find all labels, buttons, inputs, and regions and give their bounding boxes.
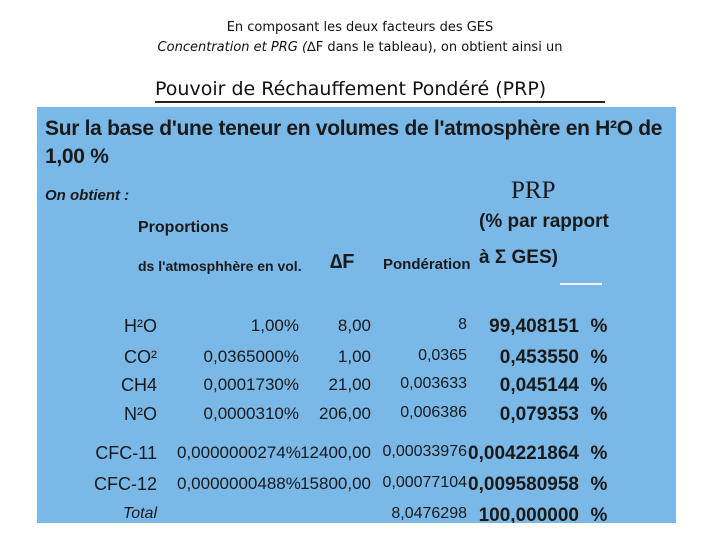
header-proportions: Proportions xyxy=(138,219,229,236)
ponderation-value: 0,0365 xyxy=(418,347,467,364)
header-proportions-sub: ds l'atmosphhère en vol. xyxy=(138,258,302,274)
prp-value: 0,004221864 xyxy=(468,443,579,464)
strike-line xyxy=(560,283,602,285)
header-delta-f: ∆F xyxy=(330,251,355,273)
delta-f-value: 21,00 xyxy=(328,375,371,394)
ponderation-value: 0,00077104 xyxy=(382,474,467,491)
proportion-value: 1,00% xyxy=(250,316,299,335)
prp-table-panel xyxy=(37,107,676,523)
percent-sign: % xyxy=(590,474,608,495)
header-prp: PRP xyxy=(511,177,556,204)
proportion-value: 0,0000310% xyxy=(203,404,299,423)
ponderation-value: 0,006386 xyxy=(400,404,467,421)
ponderation-value: 0,003633 xyxy=(400,375,467,392)
table-row xyxy=(37,474,676,502)
proportion-value: 0,0001730% xyxy=(203,375,299,394)
percent-sign: % xyxy=(590,404,608,425)
intro-line-2 xyxy=(0,40,720,55)
intro-line-2-rest: ∆F dans le tableau), on obtient ainsi un xyxy=(307,40,563,55)
delta-f-value: 1,00 xyxy=(337,347,371,366)
gas-name: CFC-12 xyxy=(93,474,157,494)
table-row xyxy=(37,404,676,432)
prp-value: 100,000000 xyxy=(478,505,579,523)
basis-statement xyxy=(45,115,662,171)
prp-value: 0,045144 xyxy=(499,375,579,396)
percent-sign: % xyxy=(590,347,608,368)
percent-sign: % xyxy=(590,316,608,337)
table-row xyxy=(37,316,676,344)
table-row xyxy=(37,347,676,375)
table-row xyxy=(37,443,676,471)
header-ponderation: Pondération xyxy=(383,256,471,273)
ponderation-value: 8,0476298 xyxy=(391,505,467,522)
ponderation-value: 0,00033976 xyxy=(382,443,467,460)
delta-f-value: 15800,00 xyxy=(300,474,371,493)
delta-f-value: 8,00 xyxy=(337,316,371,335)
proportion-value: 0,0000000488% xyxy=(177,474,301,493)
ponderation-value: 8 xyxy=(458,316,467,333)
prp-value: 0,009580958 xyxy=(468,474,579,495)
header-prp-percent: (% par rapport xyxy=(479,211,609,232)
prp-value: 0,453550 xyxy=(499,347,579,368)
gas-name: CH4 xyxy=(120,375,157,395)
percent-sign: % xyxy=(590,375,608,396)
proportion-value: 0,0365000% xyxy=(203,347,299,366)
table-row-total xyxy=(37,505,676,523)
percent-sign: % xyxy=(590,505,608,523)
prp-value: 99,408151 xyxy=(489,316,579,337)
basis-line-1: Sur la base d'une teneur en volumes de l'atmosphère en H²O de xyxy=(45,117,663,140)
intro-line-1: En composant les deux facteurs des GES xyxy=(226,20,494,35)
gas-name: N²O xyxy=(124,404,157,424)
intro-line-2-italic: Concentration et PRG ( xyxy=(157,40,308,55)
gas-name: Total xyxy=(122,505,157,522)
gas-name: CFC-11 xyxy=(95,443,157,463)
gas-name: H²O xyxy=(124,316,157,336)
delta-f-value: 12400,00 xyxy=(300,443,371,462)
prp-title: Pouvoir de Réchauffement Pondéré (PRP) xyxy=(155,78,605,103)
on-obtient-label: On obtient : xyxy=(45,187,130,204)
delta-f-value: 206,00 xyxy=(319,404,371,423)
header-prp-sum: à Σ GES) xyxy=(479,247,558,268)
percent-sign: % xyxy=(590,443,608,464)
prp-value: 0,079353 xyxy=(499,404,579,425)
gas-name: CO² xyxy=(124,347,157,367)
proportion-value: 0,0000000274% xyxy=(177,443,301,462)
basis-line-2: 1,00 % xyxy=(45,145,109,168)
table-row xyxy=(37,375,676,403)
